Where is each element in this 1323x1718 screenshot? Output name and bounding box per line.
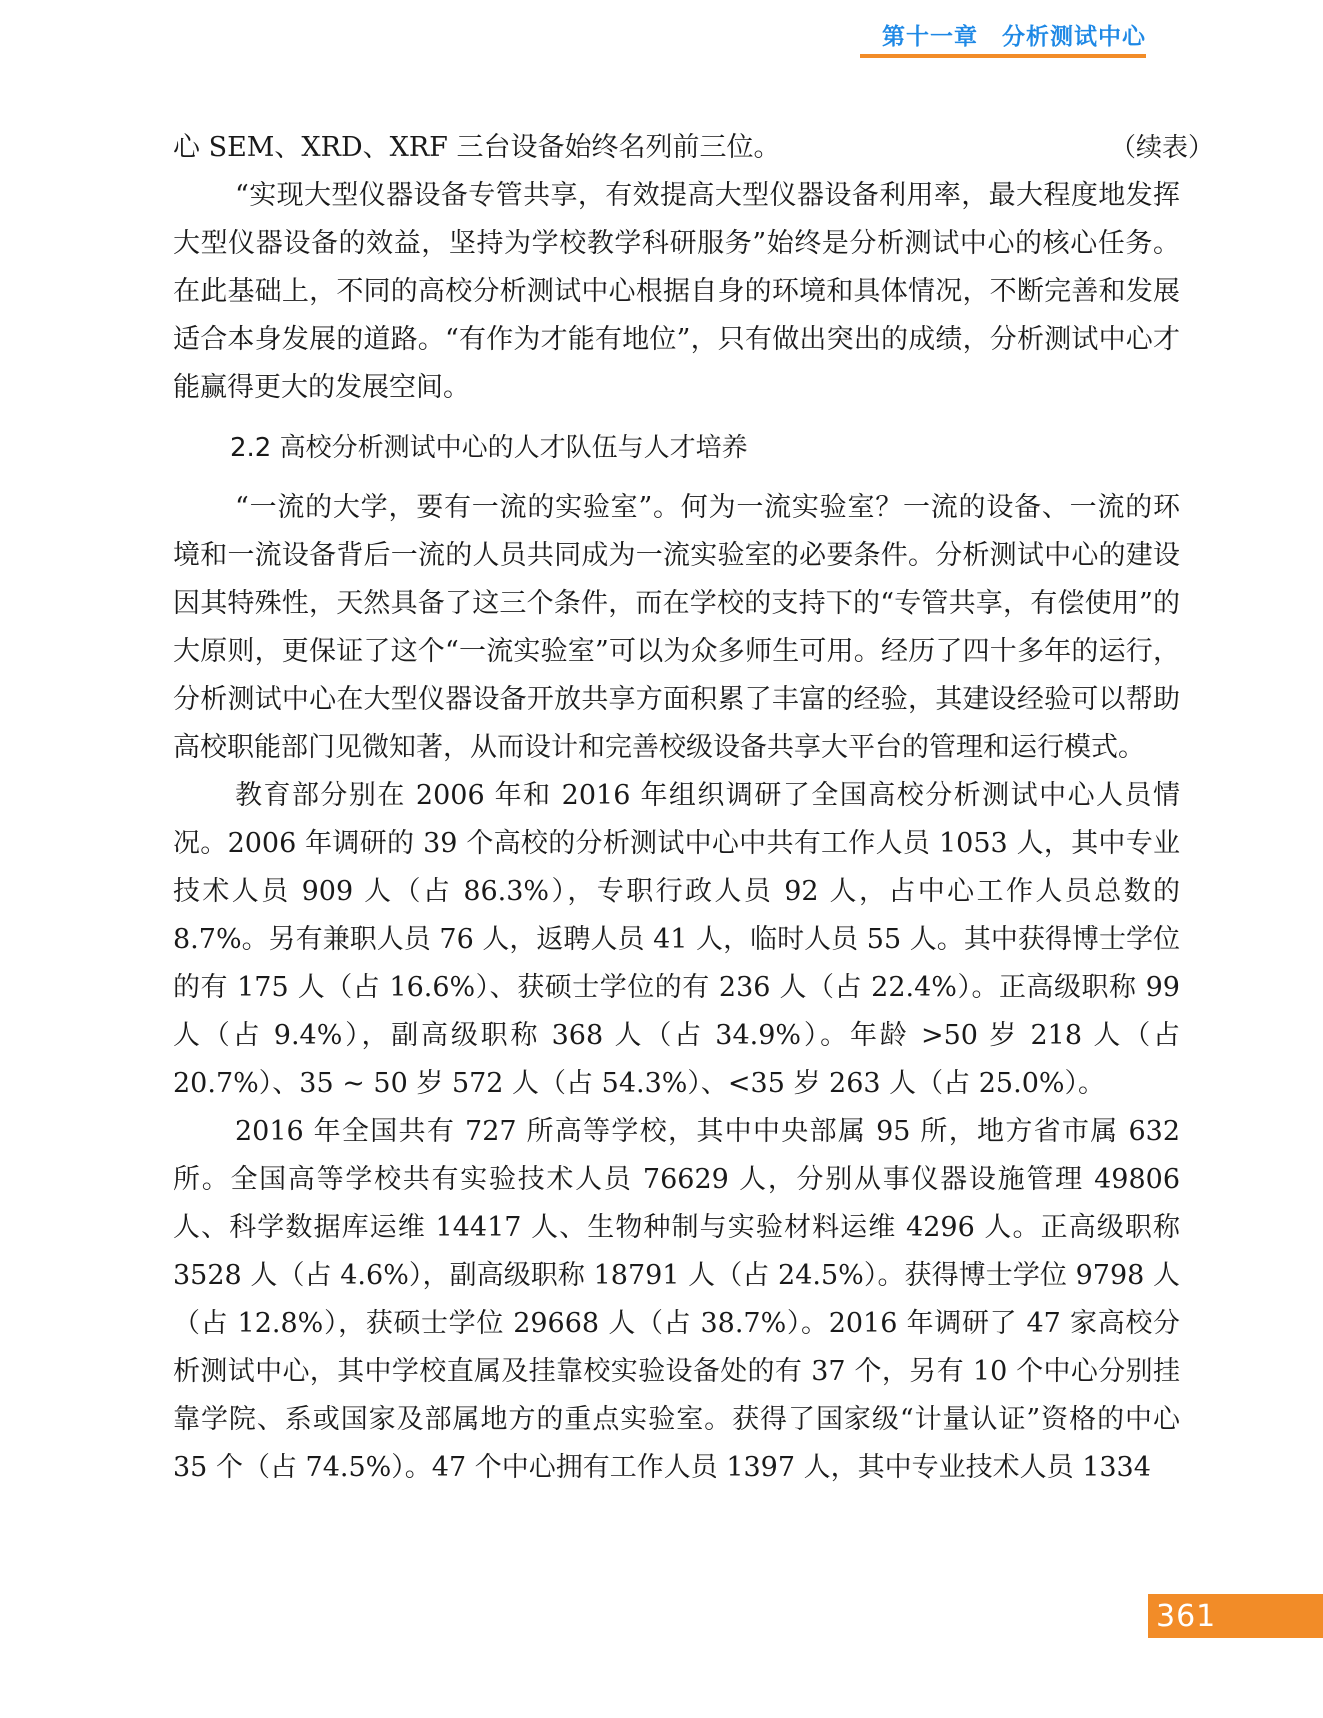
page-body bbox=[173, 120, 1180, 1492]
paragraph-continued: 心 SEM、XRD、XRF 三台设备始终名列前三位。 bbox=[173, 132, 781, 163]
paragraph-core-task: “实现大型仪器设备专管共享，有效提高大型仪器设备利用率，最大程度地发挥大型仪器设备的效益，坚持为学校教学科研服务”始终是分析测试中心的核心任务。在此基础上，不同的高校分析测试中心根据自身的环境和具体情况，不断完善和发展适合本身发展的道路。“有作为才能有地位”，只有做出突出的成绩，分析测试中心才能赢得更大的发展空间。 bbox=[173, 180, 1180, 403]
paragraph-2016-survey: 2016 年全国共有 727 所高等学校，其中中央部属 95 所，地方省市属 632 所。全国高等学校共有实验技术人员 76629 人，分别从事仪器设施管理 49806 人、科学数据库运维 14417 人、生物种制与实验材料运维 4296 人。正高级职称 3528 人（占 4.6%），副高级职称 18791 人（占 24.5%）。获得博士学位 9798 人（占 12.8%），获硕士学位 29668 人（占 38.7%）。2016 年调研了 47 家高校分析测试中心，其中学校直属及挂靠校实验设备处的有 37 个，另有 10 个中心分别挂靠学院、系或国家及部属地方的重点实验室。获得了国家级“计量认证”资格的中心 35 个（占 74.5%）。47 个中心拥有工作人员 1397 人，其中专业技术人员 1334 bbox=[173, 1116, 1180, 1483]
page-number-tab bbox=[1148, 1594, 1323, 1638]
paragraph-first-class-lab: “一流的大学，要有一流的实验室”。何为一流实验室？一流的设备、一流的环境和一流设备背后一流的人员共同成为一流实验室的必要条件。分析测试中心的建设因其特殊性，天然具备了这三个条件，而在学校的支持下的“专管共享，有偿使用”的大原则，更保证了这个“一流实验室”可以为众多师生可用。经历了四十多年的运行，分析测试中心在大型仪器设备开放共享方面积累了丰富的经验，其建设经验可以帮助高校职能部门见微知著，从而设计和完善校级设备共享大平台的管理和运行模式。 bbox=[173, 492, 1180, 763]
chapter-title: 第十一章 分析测试中心 bbox=[882, 23, 1146, 50]
page-number: 361 bbox=[1156, 1598, 1217, 1634]
section-heading: 2.2 高校分析测试中心的人才队伍与人才培养 bbox=[230, 433, 748, 463]
paragraph-2006-survey: 教育部分别在 2006 年和 2016 年组织调研了全国高校分析测试中心人员情况。2006 年调研的 39 个高校的分析测试中心中共有工作人员 1053 人，其中专业技术人员 909 人（占 86.3%），专职行政人员 92 人，占中心工作人员总数的 8.7%。另有兼职人员 76 人，返聘人员 41 人，临时人员 55 人。其中获得博士学位的有 175 人（占 16.6%）、获硕士学位的有 236 人（占 22.4%）。正高级职称 99 人（占 9.4%），副高级职称 368 人（占 34.9%）。年龄 >50 岁 218 人（占 20.7%）、35 ~ 50 岁 572 人（占 54.3%）、<35 岁 263 人（占 25.0%）。 bbox=[173, 780, 1180, 1099]
running-header bbox=[860, 14, 1146, 58]
continued-label: （续表） bbox=[1110, 133, 1215, 163]
